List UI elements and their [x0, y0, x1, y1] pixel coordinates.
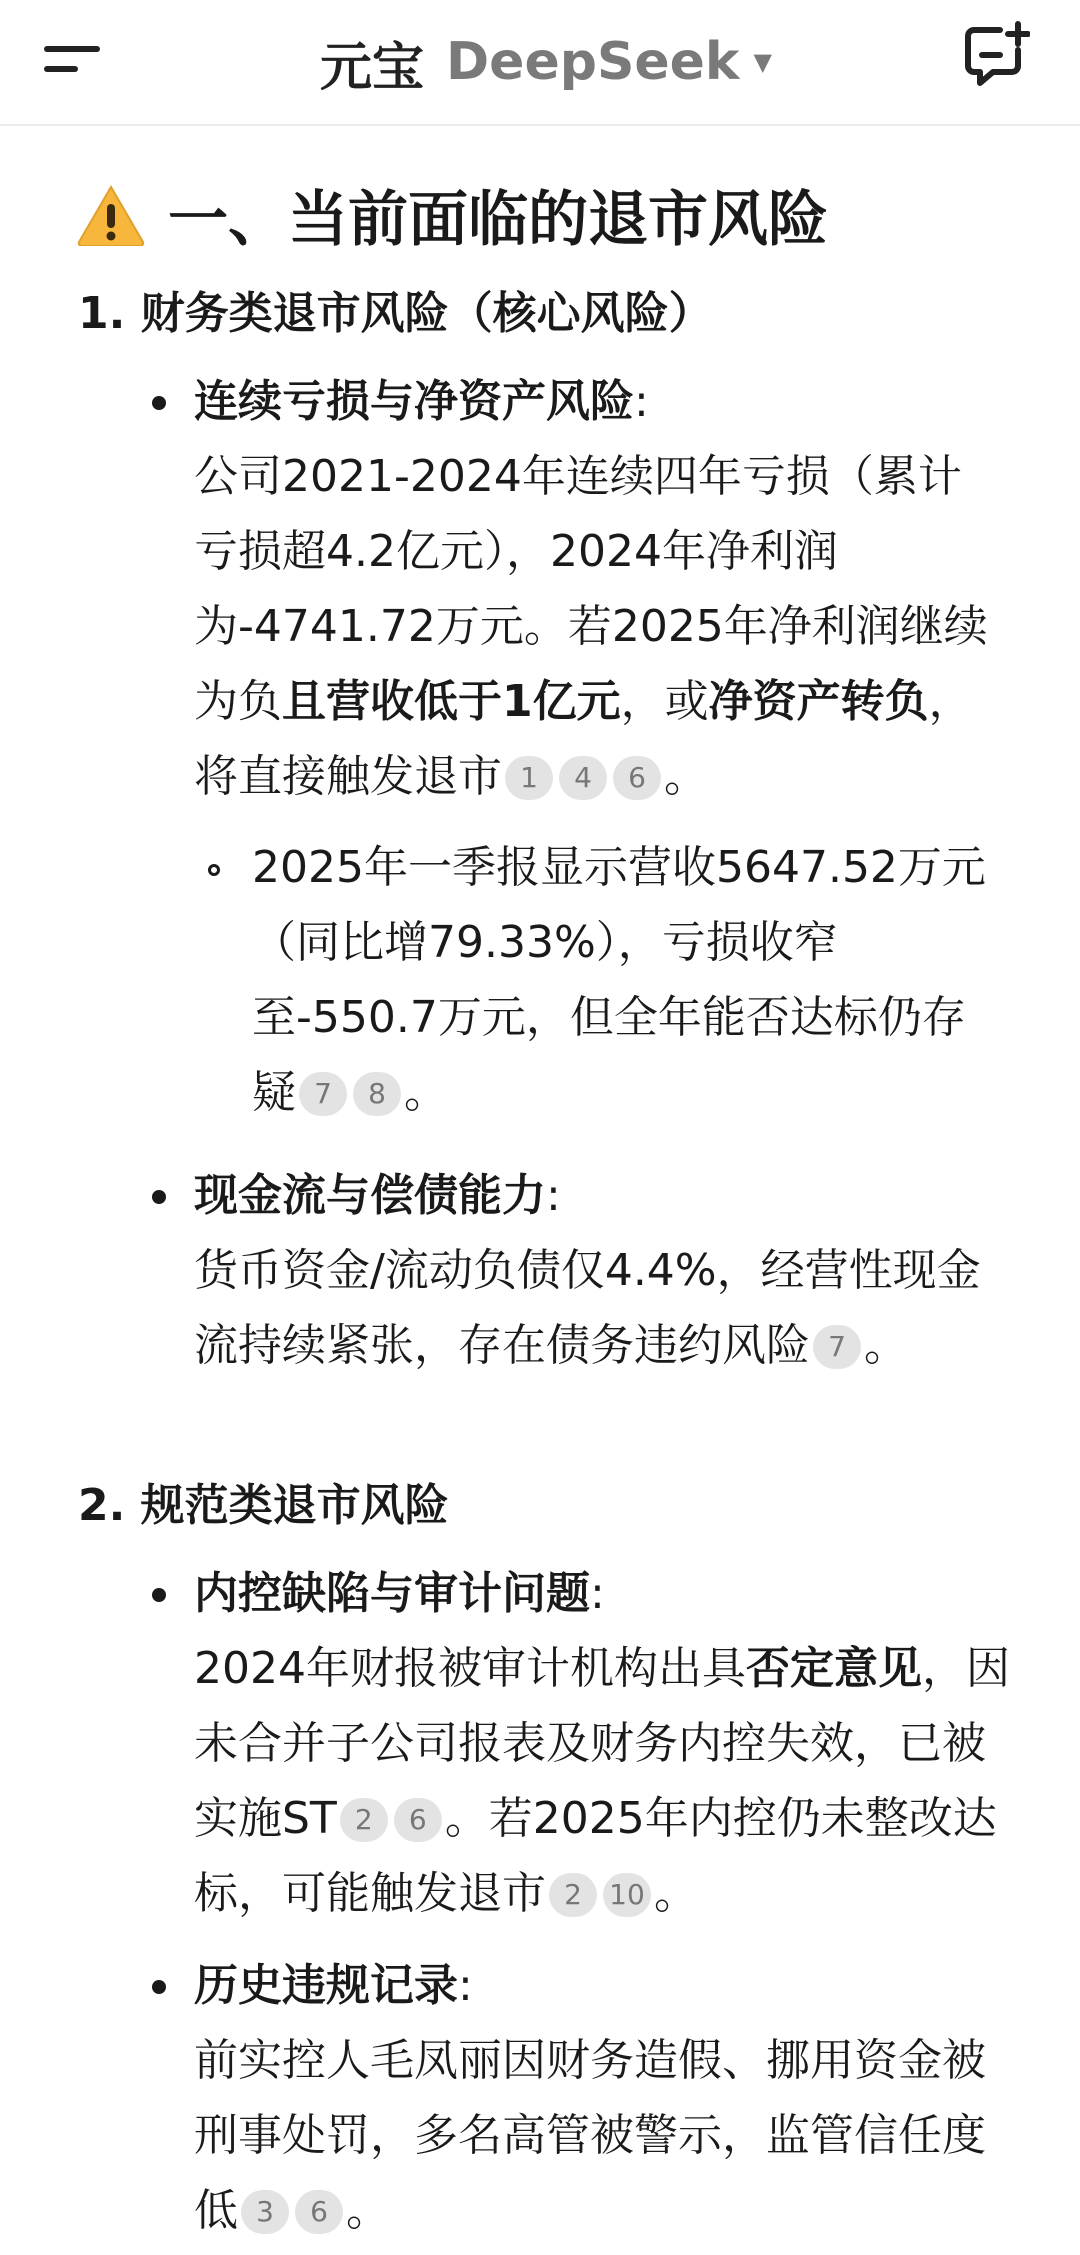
- citation-badge[interactable]: 4: [559, 756, 607, 800]
- citation-badge[interactable]: 3: [241, 2190, 289, 2234]
- section-heading: [76, 172, 828, 258]
- citation-badge[interactable]: 7: [813, 1325, 861, 1369]
- period: 。: [864, 1320, 908, 1371]
- item-label: 内控缺陷与审计问题: [194, 1568, 590, 1619]
- bullet-dot: [152, 1588, 166, 1602]
- citation-badge[interactable]: 10: [603, 1873, 651, 1917]
- citation-badge[interactable]: 6: [613, 756, 661, 800]
- bullet-dot: [152, 1190, 166, 1204]
- sub-list-item: [252, 830, 992, 1130]
- list-item: [194, 1158, 994, 1383]
- bullet-dot: [152, 1980, 166, 1994]
- menu-icon[interactable]: [40, 30, 110, 90]
- item-text: ，或: [620, 676, 709, 727]
- citation-badge[interactable]: 6: [394, 1798, 442, 1842]
- item-text: 。若2025年内控仍未整改达标，可能触发退市: [194, 1793, 997, 1919]
- item-emphasis: 且营收低于1亿元: [282, 676, 621, 727]
- citation-badge[interactable]: 2: [549, 1873, 597, 1917]
- citation-badge[interactable]: 7: [299, 1072, 347, 1116]
- item-label: 现金流与偿债能力: [194, 1170, 546, 1221]
- citation-badge[interactable]: 2: [340, 1798, 388, 1842]
- subsection-title-2: 2. 规范类退市风险: [78, 1480, 449, 1531]
- citation-badge[interactable]: 6: [295, 2190, 343, 2234]
- model-selector[interactable]: [320, 20, 772, 104]
- list-item: [194, 364, 1004, 814]
- period: 。: [654, 1868, 698, 1919]
- citation-badge[interactable]: 1: [505, 756, 553, 800]
- period: 。: [404, 1067, 448, 1118]
- period: 。: [346, 2185, 390, 2236]
- new-chat-icon[interactable]: [960, 20, 1030, 90]
- warning-icon: [76, 184, 146, 246]
- subsection-title-1: 1. 财务类退市风险（核心风险）: [78, 288, 713, 339]
- model-name: DeepSeek: [446, 32, 740, 92]
- item-label: 历史违规记录: [194, 1960, 458, 2011]
- bullet-dot: [152, 396, 166, 410]
- chevron-down-icon: ▼: [753, 48, 772, 76]
- app-name: 元宝: [320, 37, 425, 98]
- item-text: ，将直接触发退市: [194, 676, 973, 802]
- colon: :: [546, 1170, 561, 1221]
- menu-line: [44, 46, 100, 52]
- list-item: [194, 1556, 1014, 1931]
- item-text: 货币资金/流动负债仅4.4%，经营性现金流持续紧张，存在债务违约风险: [194, 1245, 981, 1371]
- colon: :: [458, 1960, 473, 2011]
- citation-badge[interactable]: 8: [353, 1072, 401, 1116]
- item-text: 2024年财报被审计机构出具: [194, 1643, 746, 1694]
- item-text: ，因未合并子公司报表及财务内控失效，已被实施ST: [194, 1643, 1010, 1844]
- menu-line: [44, 66, 78, 72]
- sub-bullet-circle: [208, 864, 220, 876]
- top-bar: [0, 0, 1080, 126]
- colon: :: [590, 1568, 605, 1619]
- colon: :: [634, 376, 649, 427]
- item-text: 公司2021-2024年连续四年亏损（累计亏损超4.2亿元），2024年净利润为-4741.72万元。若2025年净利润继续为负: [194, 451, 988, 727]
- item-text: 2025年一季报显示营收5647.52万元（同比增79.33%），亏损收窄至-550.7万元，但全年能否达标仍存疑: [252, 842, 986, 1118]
- section-title: 一、当前面临的退市风险: [168, 185, 828, 255]
- item-emphasis: 净资产转负: [708, 676, 929, 727]
- period: 。: [664, 751, 708, 802]
- item-text: 前实控人毛凤丽因财务造假、挪用资金被刑事处罚，多名高管被警示，监管信任度低: [194, 2035, 986, 2236]
- list-item: [194, 1948, 1014, 2248]
- item-emphasis: 否定意见: [745, 1643, 922, 1694]
- item-label: 连续亏损与净资产风险: [194, 376, 634, 427]
